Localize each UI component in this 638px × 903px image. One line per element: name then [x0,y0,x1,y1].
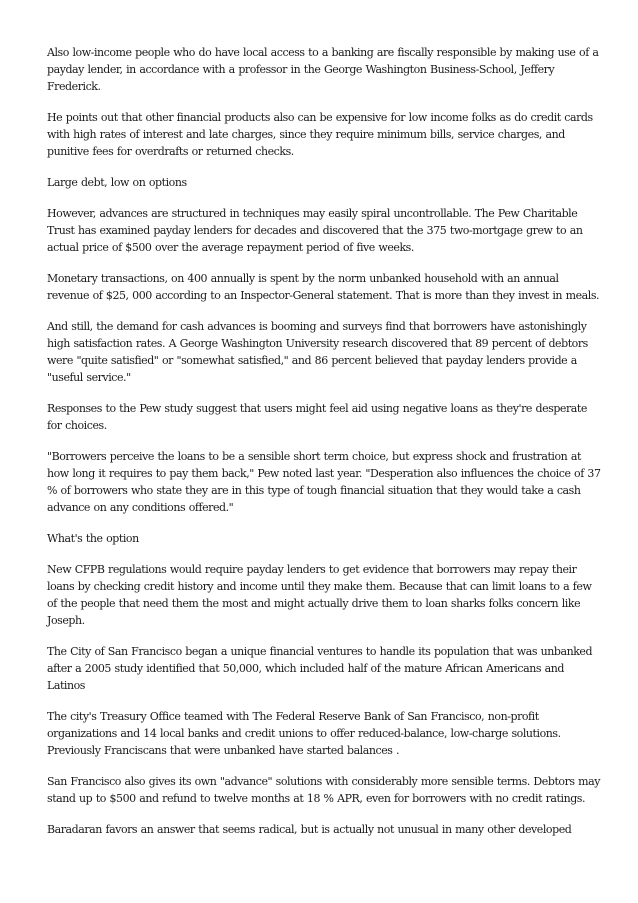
paragraph-sf-advance-solutions: San Francisco also gives its own "advance" solutions with considerably more sensible terms. Debtors may stand up to $500 and refund to twelve months at 18 % APR, even for borrowers with no credit ratings. [47,775,600,805]
paragraph-san-francisco-ventures: The City of San Francisco began a unique financial ventures to handle its population that was unbanked after a 2005 study identified that 50,000, which included half of the mature African Americans and Latinos [47,645,593,692]
paragraph-pew-charitable-trust: However, advances are structured in techniques may easily spiral uncontrollable. The Pew Charitable Trust has examined payday lenders for decades and discovered that the 375 two-mortgage grew to an actual price of $500 over the average repayment period of five weeks. [47,207,583,254]
paragraph-baradaran: Baradaran favors an answer that seems radical, but is actually not unusual in many other developed [47,823,572,836]
paragraph-borrowers-quote: "Borrowers perceive the loans to be a sensible short term choice, but express shock and frustration at how long it requires to pay them back," Pew noted last year. "Desperation also influences the choice of 37 % of borrowers who state they are in this type of tough financial situation that they would take a cash advance on any conditions offered." [47,450,601,514]
document-page [47,44,603,852]
paragraph-low-income-banking: Also low-income people who do have local access to a banking are fiscally responsible by making use of a payday lender, in accordance with a professor in the George Washington Business-School, Jeffery Frederick. [47,46,599,93]
paragraph-demand-for-advances: And still, the demand for cash advances is booming and surveys find that borrowers have astonishingly high satisfaction rates. A George Washington University research discovered that 89 percent of debtors were "quite satisfied" or "somewhat satisfied," and 86 percent believed that payday lenders provide a "useful service." [47,320,588,384]
paragraph-monetary-transactions: Monetary transactions, on 400 annually is spent by the norm unbanked household with an annual revenue of $25, 000 according to an Inspector-General statement. That is more than they invest in meals. [47,272,600,302]
paragraph-pew-study-responses: Responses to the Pew study suggest that users might feel aid using negative loans as they're desperate for choices. [47,402,587,432]
section-heading-large-debt: Large debt, low on options [47,176,187,189]
section-heading-whats-the-option: What's the option [47,532,139,545]
paragraph-treasury-office: The city's Treasury Office teamed with The Federal Reserve Bank of San Francisco, non-profit organizations and 14 local banks and credit unions to offer reduced-balance, low-charge solutions. Previously Franciscans that were unbanked have started balances . [47,710,561,757]
paragraph-cfpb-regulations: New CFPB regulations would require payday lenders to get evidence that borrowers may repay their loans by checking credit history and income until they make them. Because that can limit loans to a few of the people that need them the most and might actually drive them to loan sharks folks concern like Joseph. [47,563,592,627]
paragraph-other-financial-products: He points out that other financial products also can be expensive for low income folks as do credit cards with high rates of interest and late charges, since they require minimum bills, service charges, and punitive fees for overdrafts or returned checks. [47,111,593,158]
